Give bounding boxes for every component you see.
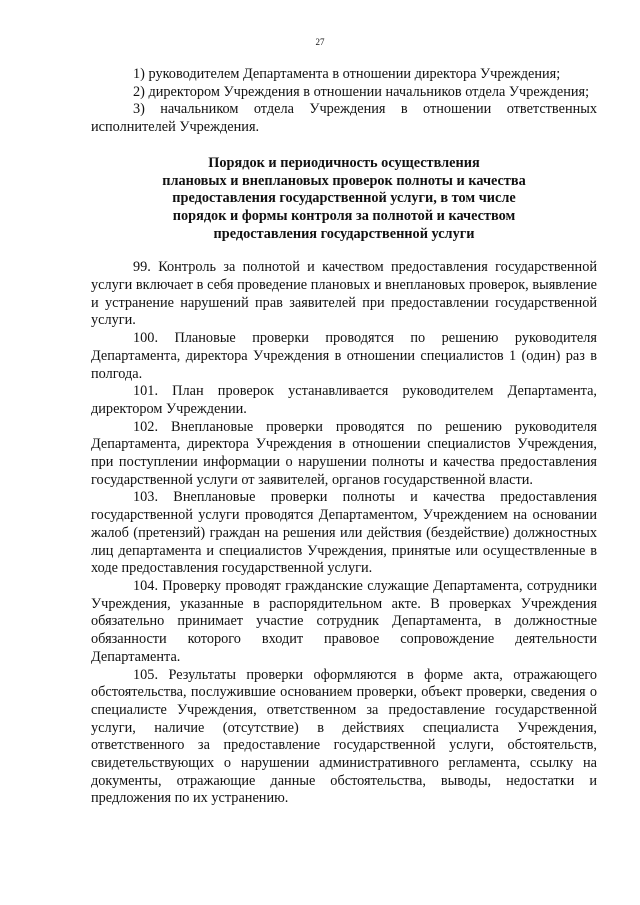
section-heading-line: предоставления государственной услуги, в том числе — [172, 190, 516, 207]
paragraph-102: 102. Внеплановые проверки проводятся по решению руководителя Департамента, директора Учреждения в отношении специалистов Учреждения, при поступлении информации о нарушении полноты и качества предоставления государственной услуги от заявителей, органов государственной власти. — [91, 418, 597, 488]
section-heading-line: плановых и внеплановых проверок полноты и качества — [162, 172, 526, 189]
paragraph-103: 103. Внеплановые проверки полноты и качества предоставления государственной услуги проводятся Департаментом, Учреждением на основании жалоб (претензий) граждан на решения или действия (бездействие) должностных лиц департамента и специалистов Учреждения, принятые или осуществленные в ходе предоставления государственной услуги. — [91, 489, 597, 577]
section-heading-line: предоставления государственной услуги — [213, 225, 475, 242]
paragraph-105: 105. Результаты проверки оформляются в форме акта, отражающего обстоятельства, послужившие основанием проверки, объект проверки, сведения о специалисте Учреждения, ответственном за предоставление государственной услуги, наличие (отсутствие) в действиях специалиста Учреждения, ответственного за предоставление государственной услуги, обстоятельств, свидетельствующих о нарушении административного регламента, ссылку на документы, отражающие данные обстоятельства, выводы, недостатки и предложения по их устранению. — [91, 666, 597, 807]
section-heading-line: Порядок и периодичность осуществления — [208, 154, 480, 171]
page-number: 27 — [315, 37, 325, 47]
intro-item-3: 3) начальником отдела Учреждения в отношении ответственных исполнителей Учреждения. — [91, 101, 597, 136]
document-body — [91, 66, 597, 808]
intro-item-2: 2) директором Учреждения в отношении начальников отдела Учреждения; — [133, 83, 590, 100]
section-heading-line: порядок и формы контроля за полнотой и качеством — [172, 207, 516, 224]
paragraph-100: 100. Плановые проверки проводятся по решению руководителя Департамента, директора Учреждения в отношении специалистов 1 (один) раз в полгода. — [91, 330, 597, 382]
paragraph-101: 101. План проверок устанавливается руководителем Департамента, директором Учреждении. — [91, 383, 597, 417]
section-heading — [91, 155, 597, 244]
paragraph-99: 99. Контроль за полнотой и качеством предоставления государственной услуги включает в себя проведение плановых и внеплановых проверок, выявление и устранение нарушений прав заявителей при предоставлении государственной услуги. — [91, 259, 597, 329]
paragraph-104: 104. Проверку проводят гражданские служащие Департамента, сотрудники Учреждения, указанные в распорядительном акте. В проверках Учреждения обязательно принимает участие сотрудник Департамента, в должностные обязанности которого входит правовое сопровождение деятельности Департамента. — [91, 577, 597, 665]
intro-item-1: 1) руководителем Департамента в отношении директора Учреждения; — [133, 66, 561, 82]
